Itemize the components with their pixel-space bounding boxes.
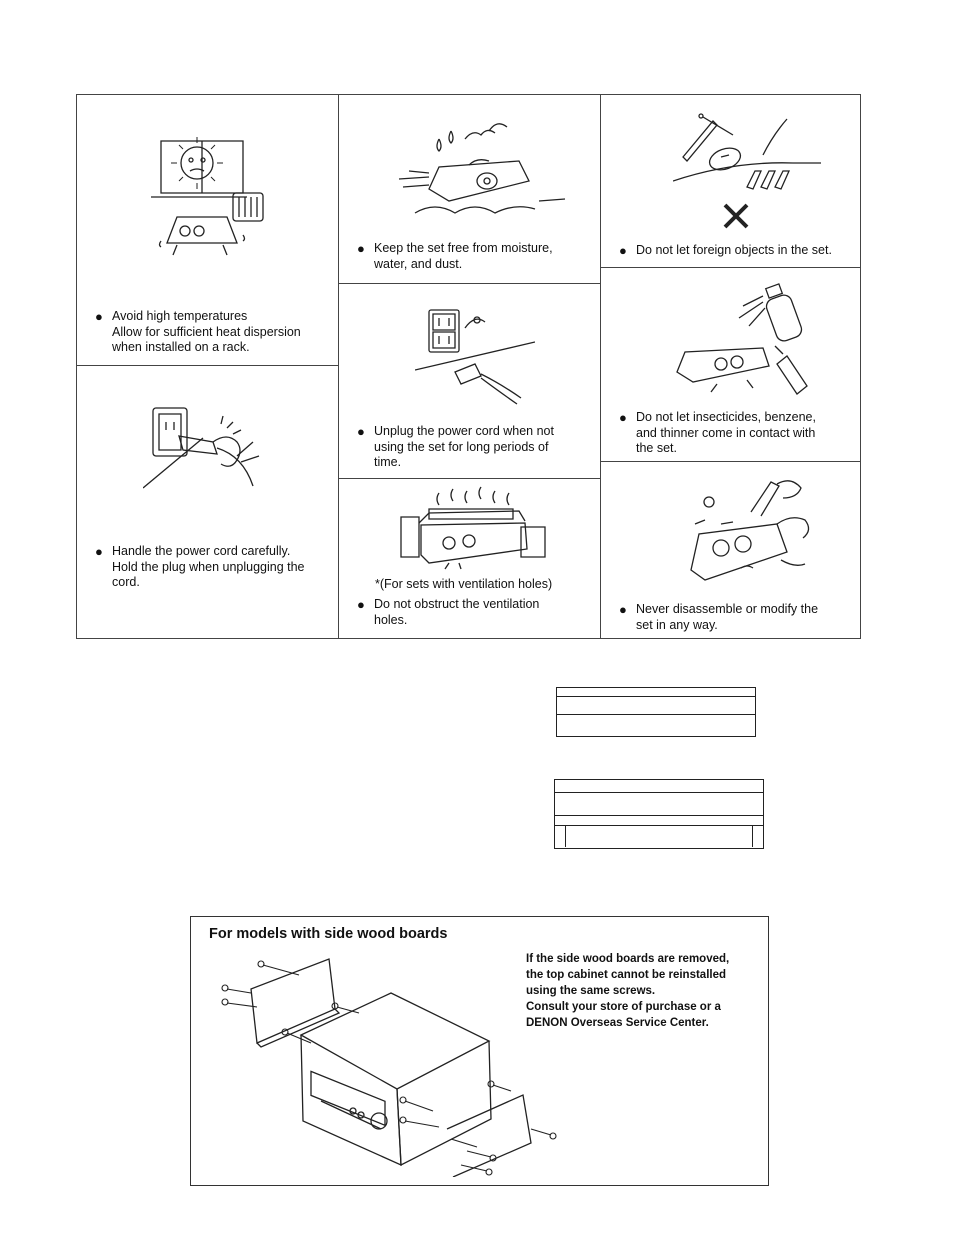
wood-boards-text [526,951,758,1031]
wood-boards-line-2: the top cabinet cannot be reinstalled [526,969,727,981]
wood-boards-line-3: using the same screws. [526,985,656,997]
table-row [557,696,755,697]
bullet: ● [619,602,627,617]
cell-power-cord [77,365,338,638]
foreign-objects-icon [673,107,823,231]
cell-unplug [339,283,601,478]
ventilation-line-1: Do not obstruct the ventilation [374,597,540,611]
disassemble-text [619,602,847,633]
table-row [557,714,755,715]
ventilation-icon [399,483,549,573]
unplug-line-1: Unplug the power cord when not [374,424,554,438]
power-cord-line-2: Hold the plug when unplugging the [112,559,305,574]
moisture-icon [369,109,569,229]
side-wood-boards-diagram [211,951,561,1177]
table-row [555,815,763,816]
cell-insecticides [601,267,861,461]
cell-high-temperatures [77,95,338,365]
blank-table-1 [556,687,756,737]
unplug-line-3: time. [374,455,402,469]
foreign-objects-line-1: Do not let foreign objects in the set. [636,243,832,257]
cell-moisture [339,95,601,283]
insecticides-line-3: the set. [636,441,677,455]
ventilation-line-2: holes. [374,612,408,627]
insecticides-line-1: Do not let insecticides, benzene, [636,410,816,424]
table-row [555,779,763,780]
table-row [555,792,763,793]
side-wood-boards-box [190,916,769,1186]
unplug-text [357,424,585,471]
power-cord-text [95,544,323,591]
bullet: ● [95,309,103,324]
moisture-text [357,241,585,272]
cell-ventilation [339,478,601,638]
high-temperatures-text [95,309,325,356]
precautions-column-1 [77,95,338,638]
screwdriver-icon [681,472,821,592]
cell-disassemble [601,461,861,638]
disassemble-line-1: Never disassemble or modify the [636,602,819,616]
spray-can-icon [667,276,817,400]
high-temperatures-line-3: when installed on a rack. [112,340,250,354]
table-row [555,825,763,826]
precautions-grid [76,94,861,639]
bullet: ● [619,410,627,425]
power-cord-line-3: cord. [112,575,140,589]
high-temperatures-line-2: Allow for sufficient heat dispersion [112,324,301,339]
disassemble-line-2: set in any way. [636,617,718,632]
blank-table-2 [554,779,764,849]
precautions-column-2 [338,95,601,638]
plug-unplug-icon [143,398,273,508]
sun-heat-icon [147,133,277,273]
bullet: ● [357,424,365,439]
bullet: ● [357,241,365,256]
unplug-line-2: using the set for long periods of [374,439,549,454]
precautions-column-3 [600,95,861,638]
insecticides-text [619,410,847,457]
insecticides-line-2: and thinner come in contact with [636,425,816,440]
foreign-objects-text [619,243,855,259]
ventilation-note: *(For sets with ventilation holes) [375,577,553,591]
table-divider [752,825,753,847]
bullet: ● [357,597,365,612]
table-divider [565,825,566,847]
wood-boards-line-1: If the side wood boards are removed, [526,953,730,965]
bullet: ● [619,243,627,258]
moisture-line-2: water, and dust. [374,256,463,271]
high-temperatures-line-1: Avoid high temperatures [112,309,248,323]
wood-boards-title: For models with side wood boards [209,926,448,942]
bullet: ● [95,544,103,559]
wood-boards-line-5: DENON Overseas Service Center. [526,1017,709,1029]
moisture-line-1: Keep the set free from moisture, [374,241,553,255]
wall-outlet-icon [415,306,535,406]
ventilation-text [357,597,583,628]
cell-foreign-objects [601,95,861,267]
power-cord-line-1: Handle the power cord carefully. [112,544,291,558]
wood-boards-line-4: Consult your store of purchase or a [526,1001,721,1013]
